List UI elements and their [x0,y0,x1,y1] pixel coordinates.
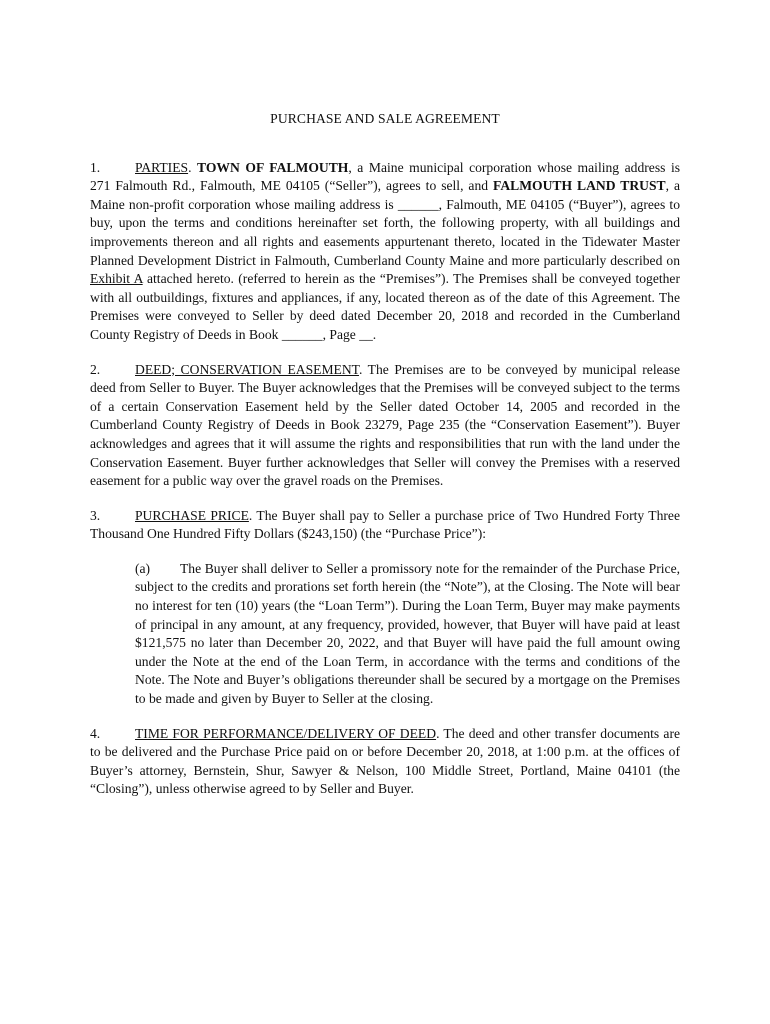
document-page [90,110,680,815]
section-number: 2. [90,361,101,377]
section-deed [90,361,680,491]
section-number: 3. [90,507,101,523]
subsection-a [135,560,680,709]
section-parties [90,159,680,345]
section-heading: TIME FOR PERFORMANCE/DELIVERY OF DEED [135,725,437,741]
section-text: . The deed and other transfer documents are to be delivered and the Purchase Price paid on or before December 20, 2018, at 1:00 p.m. at the offices of Buyer’s attorney, Bernstein, Shur, Sawyer & Nelson, 100 Middle Street, Portland, Maine 04101 (the “Closing”), unless otherwise agreed to by Seller and Buyer. [90,725,681,797]
section-text: , a Maine municipal corporation whose mailing address is 271 Falmouth Rd., Falmouth, ME 04105 (“Seller”), agrees to sell, and [90,159,681,194]
section-heading: PARTIES [135,159,189,175]
section-number: 1. [90,159,101,175]
section-number: 4. [90,725,101,741]
section-text: . The Premises are to be conveyed by municipal release deed from Seller to Buyer. The Buyer acknowledges that the Premises will be conveyed subject to the terms of a certain Conservation Easement held by the Seller dated October 14, 2005 and recorded in the Cumberland County Registry of Deeds in Book 23279, Page 235 (the “Conservation Easement”). Buyer acknowledges and agrees that it will assume the rights and responsibilities that run with the land under the Conservation Easement. Buyer further acknowledges that Seller will convey the Premises with a reserved easement for a public way over the gravel roads on the Premises. [90,361,680,489]
section-text: . [188,159,198,175]
exhibit-reference: Exhibit A [90,271,143,287]
section-heading: DEED; CONSERVATION EASEMENT [135,361,359,377]
subsection-label: (a) [135,560,151,576]
section-text: . The Buyer shall pay to Seller a purchase price of Two Hundred Forty Three Thousand One Hundred Fifty Dollars ($243,150) (the “Purchase Price”): [90,507,680,542]
section-heading: PURCHASE PRICE [135,507,249,523]
subsection-text: The Buyer shall deliver to Seller a promissory note for the remainder of the Purchase Price, subject to the credits and prorations set forth herein (the “Note”), at the Closing. The Note will bear no interest for ten (10) years (the “Loan Term”). During the Loan Term, Buyer may make payments of principal in any amount, at any frequency, provided, however, that Buyer will have paid at least $121,575 no later than December 20, 2022, and that Buyer will have paid the full amount owing under the Note at the end of the Loan Term, in accordance with the terms and conditions of the Note. The Note and Buyer’s obligations thereunder shall be secured by a mortgage on the Premises to be made and given by Buyer to Seller at the closing. [135,560,680,707]
buyer-name: FALMOUTH LAND TRUST [493,178,666,194]
section-text: attached hereto. (referred to herein as the “Premises”). The Premises shall be conveyed together with all outbuildings, fixtures and appliances, if any, located thereon as of the date of this Agreement. The Premises were conveyed to Seller by deed dated December 20, 2018 and recorded in the Cumberland County Registry of Deeds in Book ______, Page __. [90,271,680,342]
document-title: PURCHASE AND SALE AGREEMENT [270,111,500,126]
section-time-for-performance [90,725,680,799]
seller-name: TOWN OF FALMOUTH [197,159,349,175]
section-text: , a Maine non-profit corporation whose mailing address is ______, Falmouth, ME 04105 (“Buyer”), agrees to buy, upon the terms and conditions hereinafter set forth, the following property, with all buildings and improvements thereon and all rights and easements appurtenant thereto, located in the Tidewater Master Planned Development District in Falmouth, Cumberland County Maine and more particularly described on [90,178,680,268]
section-purchase-price [90,507,680,544]
